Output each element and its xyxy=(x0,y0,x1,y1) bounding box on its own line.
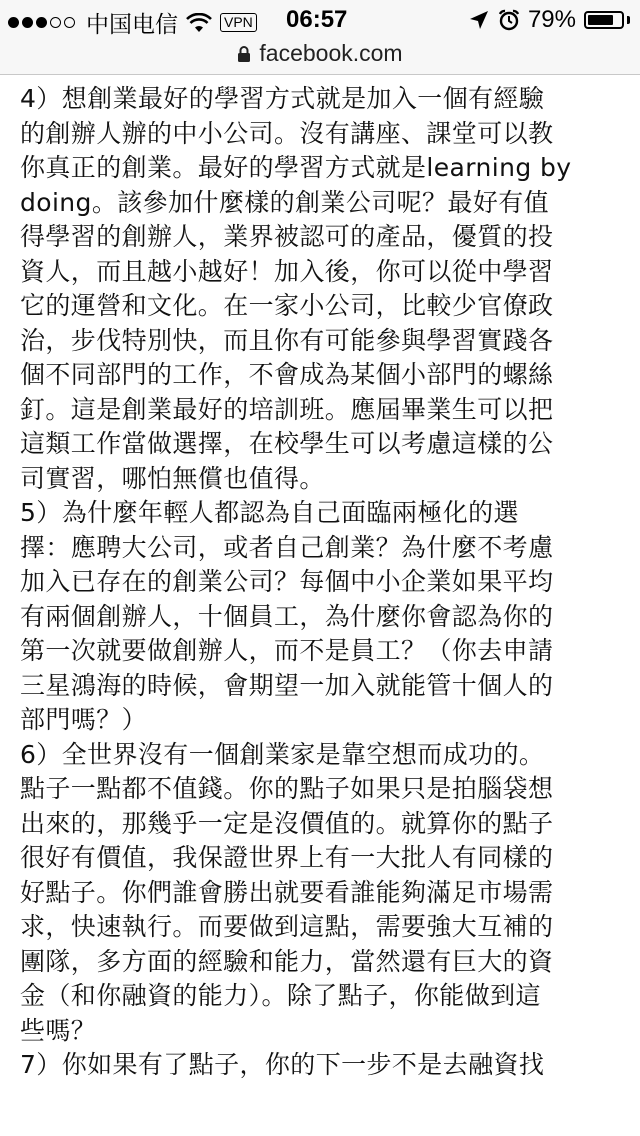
article-line: 部門嗎？） xyxy=(20,705,148,734)
status-bar xyxy=(0,0,640,40)
alarm-clock-icon xyxy=(498,9,520,31)
article-line: 5）為什麼年輕人都認為自己面臨兩極化的選 xyxy=(20,498,519,527)
article-line: 團隊，多方面的經驗和能力，當然還有巨大的資 xyxy=(20,946,554,976)
lock-icon xyxy=(237,45,251,63)
article-line: 的創辦人辦的中小公司。沒有講座、課堂可以教 xyxy=(20,118,554,148)
article-line: 資人，而且越小越好！加入後，你可以從中學習 xyxy=(20,256,554,286)
article-line: 你真正的創業。最好的學習方式就是learning by xyxy=(20,153,572,182)
status-left xyxy=(8,6,263,39)
vpn-badge: VPN xyxy=(220,13,257,32)
address-bar-content[interactable] xyxy=(237,40,402,67)
article-line: 4）想創業最好的學習方式就是加入一個有經驗 xyxy=(20,84,545,113)
battery-icon xyxy=(584,11,624,29)
article-line: 有兩個創辦人，十個員工，為什麼你會認為你的 xyxy=(20,601,554,631)
article-line: doing。該參加什麼樣的創業公司呢？最好有值 xyxy=(20,187,550,217)
status-right xyxy=(468,6,630,34)
battery-tip xyxy=(627,16,630,24)
wifi-icon xyxy=(186,13,212,33)
address-bar[interactable] xyxy=(0,40,640,75)
article-line: 7）你如果有了點子，你的下一步不是去融資找 xyxy=(20,1050,545,1079)
location-arrow-icon xyxy=(468,9,490,31)
battery-fill xyxy=(588,15,613,25)
article-line: 金（和你融資的能力）。除了點子，你能做到這 xyxy=(20,981,541,1010)
article-line: 加入已存在的創業公司？每個中小企業如果平均 xyxy=(20,567,554,596)
article-line: 求，快速執行。而要做到這點，需要強大互補的 xyxy=(20,912,554,941)
article-body xyxy=(20,82,620,1083)
url-text[interactable]: facebook.com xyxy=(259,40,403,66)
status-time: 06:57 xyxy=(286,6,348,33)
battery-percent: 79% xyxy=(527,6,576,33)
signal-strength-icon xyxy=(8,17,78,28)
article-line: 些嗎？ xyxy=(20,1015,97,1045)
article-line: 釘。這是創業最好的培訓班。應屆畢業生可以把 xyxy=(20,394,554,424)
carrier-name: 中国电信 xyxy=(86,11,178,37)
article-line: 出來的，那幾乎一定是沒價值的。就算你的點子 xyxy=(20,808,554,838)
article-line: 司實習，哪怕無償也值得。 xyxy=(20,463,325,493)
article-line: 個不同部門的工作，不會成為某個小部門的螺絲 xyxy=(20,360,554,389)
article-line: 這類工作當做選擇，在校學生可以考慮這樣的公 xyxy=(20,429,554,458)
article-line: 得學習的創辦人，業界被認可的產品，優質的投 xyxy=(20,222,554,251)
article-line: 好點子。你們誰會勝出就要看誰能夠滿足市場需 xyxy=(20,877,554,907)
article-line: 第一次就要做創辦人，而不是員工？（你去申請 xyxy=(20,636,554,665)
article-line: 治，步伐特別快，而且你有可能參與學習實踐各 xyxy=(20,325,554,355)
article-line: 點子一點都不值錢。你的點子如果只是拍腦袋想 xyxy=(20,774,554,803)
article-line: 它的運營和文化。在一家小公司，比較少官僚政 xyxy=(20,291,554,320)
article-line: 很好有價值，我保證世界上有一大批人有同樣的 xyxy=(20,843,554,872)
article-line: 6）全世界沒有一個創業家是靠空想而成功的。 xyxy=(20,739,545,769)
article-line: 擇：應聘大公司，或者自己創業？為什麼不考慮 xyxy=(20,532,554,562)
article-line: 三星鴻海的時候，會期望一加入就能管十個人的 xyxy=(20,670,554,700)
